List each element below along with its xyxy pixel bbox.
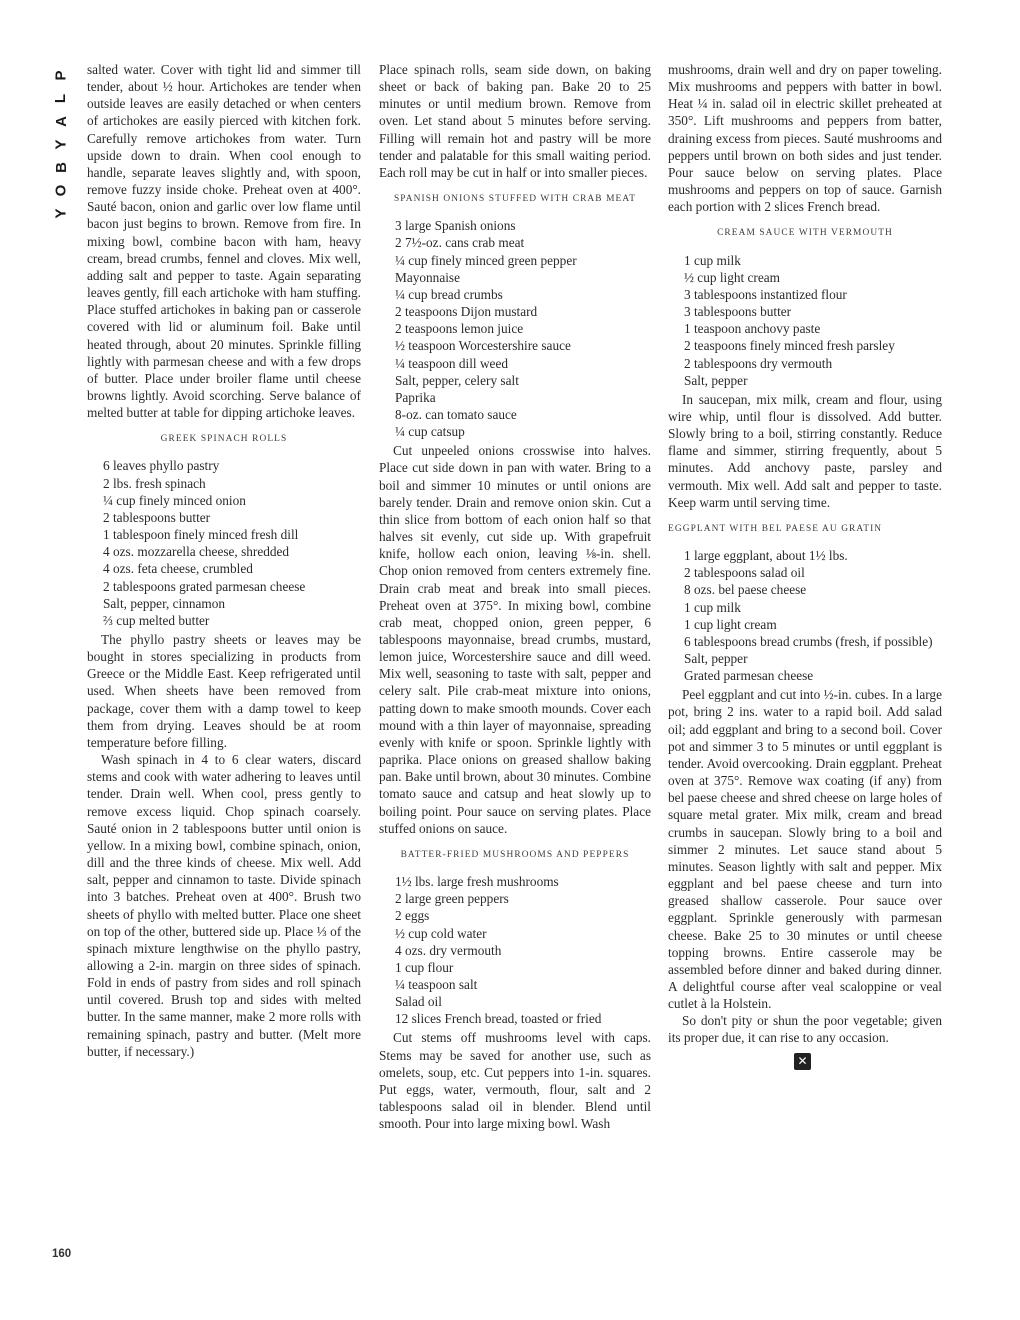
recipe-title-cream-sauce: CREAM SAUCE WITH VERMOUTH bbox=[717, 228, 893, 239]
ingredient-item: 6 leaves phyllo pastry bbox=[103, 458, 220, 474]
recipe-title-eggplant: EGGPLANT WITH BEL PAESE AU GRATIN bbox=[668, 523, 883, 534]
ingredient-item: 4 ozs. feta cheese, crumbled bbox=[103, 561, 253, 577]
masthead-letter: P bbox=[52, 70, 70, 81]
ingredient-item: ½ teaspoon Worcestershire sauce bbox=[395, 338, 571, 354]
ingredient-list bbox=[87, 457, 361, 629]
paragraph-onion-method: Cut unpeeled onions crosswise into halves. Place cut side down in pan with water. Bring to a boil and simmer 10 minutes or until onions are barely tender. Drain and remove onion skin. Cut a thin slice from bottom of each onion half so that halves sit evenly, cut side up. With grapefruit knife, hollow each onion, leaving ⅛-in. shell. Chop onion removed from centers extremely fine. Drain crab meat and break into small pieces. Preheat oven at 375°. In mixing bowl, combine crab meat, chopped onion, green pepper, 6 tablespoons mayonnaise, bread crumbs, mustard, lemon juice, Worcestershire sauce and dill weed. Mix well, seasoning to taste with salt, pepper and celery salt. Pile crab-meat mixture into onions, patting down to make smooth mounds. Cover each mound with a thin layer of mayonnaise, spreading evenly with knife or spoon. Sprinkle lightly with paprika. Place onions on greased shallow baking pan. Bake until brown, about 30 minutes. Combine tomato sauce and catsup and heat slowly up to boiling point. Pour sauce on serving plates. Place stuffed onions on sauce. bbox=[379, 443, 651, 836]
ingredient-item: Salad oil bbox=[395, 994, 442, 1010]
ingredient-item: ½ cup cold water bbox=[395, 925, 487, 941]
ingredient-item: 2 tablespoons dry vermouth bbox=[684, 355, 833, 371]
recipe-title-greek-spinach-rolls: GREEK SPINACH ROLLS bbox=[160, 434, 288, 445]
ingredient-item: 1 cup milk bbox=[684, 252, 741, 268]
ingredient-item: Grated parmesan cheese bbox=[684, 668, 814, 684]
ingredient-item: 2 large green peppers bbox=[395, 891, 509, 907]
ingredient-item: Paprika bbox=[395, 389, 436, 405]
masthead-letter: Y bbox=[52, 139, 70, 150]
masthead-playboy bbox=[51, 64, 71, 225]
ingredient-item: 2 teaspoons lemon juice bbox=[395, 321, 524, 337]
ingredient-item: 2 teaspoons Dijon mustard bbox=[395, 304, 538, 320]
ingredient-item: 4 ozs. dry vermouth bbox=[395, 942, 502, 958]
ingredient-item: 3 large Spanish onions bbox=[395, 218, 516, 234]
ingredient-item: ¼ teaspoon dill weed bbox=[395, 355, 508, 371]
ingredient-item: 2 eggs bbox=[395, 908, 430, 924]
ingredient-item: 2 teaspoons finely minced fresh parsley bbox=[684, 338, 895, 354]
ingredient-item: Salt, pepper, cinnamon bbox=[103, 595, 226, 611]
recipe-title-batter-fried-mushrooms: BATTER-FRIED MUSHROOMS AND PEPPERS bbox=[400, 849, 630, 860]
recipe-title-spanish-onions: SPANISH ONIONS STUFFED WITH CRAB MEAT bbox=[393, 194, 637, 205]
ingredient-item: 3 tablespoons butter bbox=[684, 304, 792, 320]
ingredient-item: ⅔ cup melted butter bbox=[103, 612, 210, 628]
column-2 bbox=[379, 61, 651, 1132]
ingredient-item: 1 large eggplant, about 1½ lbs. bbox=[684, 548, 848, 564]
ingredient-list bbox=[379, 217, 651, 440]
ingredient-item: ¼ cup finely minced green pepper bbox=[395, 252, 577, 268]
ingredient-item: 1 tablespoon finely minced fresh dill bbox=[103, 527, 299, 543]
paragraph-eggplant-method: Peel eggplant and cut into ½-in. cubes. In a large pot, bring 2 ins. water to a rapid boil. Add salad oil; add eggplant and bring to a second boil. Cover pot and simmer 3 to 5 minutes or until eggplant is tender. Avoid overcooking. Drain eggplant. Preheat oven at 375°. Remove wax coating (if any) from bel paese cheese and shred cheese on large holes of square metal grater. Mix milk, cream and bread crumbs in saucepan. Slowly bring to a boil and simmer 2 minutes. Let sauce stand about 5 minutes. Season lightly with salt and pepper. Mix eggplant and bel paese cheese and turn into greased shallow casserole. Pour sauce over eggplant. Sprinkle generously with parmesan cheese. Bake 25 to 30 minutes or until cheese topping browns. Entire casserole may be assembled before dinner and baked during dinner. A delightful course after veal scaloppine or veal cutlet à la Holstein. bbox=[668, 687, 942, 1012]
ingredient-item: 8-oz. can tomato sauce bbox=[395, 406, 517, 422]
ingredient-item: 2 lbs. fresh spinach bbox=[103, 475, 206, 491]
page-number: 160 bbox=[52, 1248, 72, 1260]
ingredient-item: 1½ lbs. large fresh mushrooms bbox=[395, 874, 559, 890]
paragraph-closing: So don't pity or shun the poor vegetable; given its proper due, it can rise to any occasion. bbox=[668, 1013, 942, 1046]
masthead-letter: Y bbox=[52, 208, 70, 219]
ingredient-item: 1 cup flour bbox=[395, 959, 454, 975]
paragraph-spinach-method: Wash spinach in 4 to 6 clear waters, discard stems and cook with water adhering to leaves until tender. Drain well. When cool, press gently to remove excess liquid. Chop spinach coarsely. Sauté onion in 2 tablespoons butter until onion is yellow. In a mixing bowl, combine spinach, onion, dill and the three kinds of cheese. Mix well. Add salt, pepper and cinnamon to taste. Divide spinach into 3 batches. Preheat oven at 400°. Brush two sheets of phyllo with melted butter. Place one sheet on top of the other, buttered side up. Place ⅓ of the spinach mixture lengthwise on the phyllo pastry, allowing a 2-in. margin on three sides of spinach. Fold in ends of pastry from sides and roll spinach until covered. Brush top and sides with melted butter. In the same manner, make 2 more rolls with remaining spinach, pastry and butter. (Melt more butter, if necessary.) bbox=[87, 752, 361, 1059]
ingredient-list bbox=[668, 547, 942, 684]
ingredient-item: 3 tablespoons instantized flour bbox=[684, 286, 847, 302]
ingredient-item: Salt, pepper bbox=[684, 372, 748, 388]
ingredient-item: 2 tablespoons grated parmesan cheese bbox=[103, 578, 306, 594]
paragraph-mushroom-method: Cut stems off mushrooms level with caps. Stems may be saved for another use, such as omelets, soup, etc. Cut peppers into 1-in. squares. Put eggs, water, vermouth, flour, salt and 2 tablespoons salad oil in blender. Blend until smooth. Pour into large mixing bowl. Wash bbox=[379, 1030, 651, 1132]
ingredient-item: ¼ teaspoon salt bbox=[395, 976, 478, 992]
paragraph-artichoke-method: salted water. Cover with tight lid and simmer till tender, about ½ hour. Artichokes are tender when outside leaves are easily detached or when centers of artichokes are easily pierced with kitchen fork. Carefully remove artichokes from water. Turn upside down to drain. When cool enough to handle, separate leaves slightly and, with spoon, remove fuzzy inside choke. Preheat oven at 400°. Sauté bacon, onion and garlic over low flame until bacon just begins to brown. Remove from fire. In mixing bowl, combine bacon with ham, heavy cream, bread crumbs, fennel and cloves. Mix well, adding salt and pepper to taste. Again separating leaves gently, fill each artichoke with ham stuffing. Place stuffed artichokes in baking pan or casserole covered with lid or aluminum foil. Bake until heated through, about 20 minutes. Sprinkle filling lightly with parmesan cheese and with a few drops of butter. Place under broiler flame until cheese browns lightly. Avoid scorching. Serve balance of melted butter at table for dipping artichoke leaves. bbox=[87, 62, 361, 421]
ingredient-item: Salt, pepper bbox=[684, 651, 748, 666]
ingredient-list bbox=[668, 252, 942, 389]
ingredient-item: 2 tablespoons butter bbox=[103, 509, 211, 525]
end-mark-rabbit-icon: ✕ bbox=[794, 1053, 811, 1070]
ingredient-item: ¼ cup catsup bbox=[395, 424, 465, 440]
ingredient-item: 4 ozs. mozzarella cheese, shredded bbox=[103, 544, 290, 560]
ingredient-item: Mayonnaise bbox=[395, 269, 460, 285]
column-1 bbox=[87, 61, 361, 1060]
ingredient-item: ¼ cup finely minced onion bbox=[103, 492, 246, 508]
paragraph-sauce-method: In saucepan, mix milk, cream and flour, using wire whip, until flour is dissolved. Add butter. Slowly bring to a boil, stirring constantly. Reduce flame and simmer, stirring frequently, about 5 minutes. Add anchovy paste, parsley and vermouth. Mix well. Add salt and pepper to taste. Keep warm until serving time. bbox=[668, 391, 942, 510]
ingredient-item: 6 tablespoons bread crumbs (fresh, if possible) bbox=[684, 633, 933, 649]
ingredient-item: 2 7½-oz. cans crab meat bbox=[395, 235, 525, 251]
ingredient-item: 8 ozs. bel paese cheese bbox=[684, 582, 807, 598]
ingredient-item: 1 cup milk bbox=[684, 599, 741, 615]
paragraph-spinach-bake: Place spinach rolls, seam side down, on baking sheet or back of baking pan. Bake 20 to 25 minutes or until medium brown. Remove from oven. Let stand about 5 minutes before serving. Filling will remain hot and pastry will be more tender and palatable for this small waiting period. Each roll may be cut in half or into smaller pieces. bbox=[379, 62, 651, 180]
ingredient-item: ½ cup light cream bbox=[684, 269, 780, 285]
ingredient-item: 1 cup light cream bbox=[684, 616, 777, 632]
masthead-letter: O bbox=[52, 184, 70, 197]
ingredient-item: 12 slices French bread, toasted or fried bbox=[395, 1011, 602, 1027]
ingredient-item: 1 teaspoon anchovy paste bbox=[684, 321, 821, 337]
ingredient-item: ¼ cup bread crumbs bbox=[395, 286, 503, 302]
masthead-letter: L bbox=[52, 93, 70, 104]
ingredient-item: 2 tablespoons salad oil bbox=[684, 565, 805, 581]
masthead-letter: B bbox=[52, 162, 70, 173]
ingredient-item: Salt, pepper, celery salt bbox=[395, 372, 519, 388]
ingredient-list bbox=[379, 873, 651, 1027]
paragraph-phyllo-note: The phyllo pastry sheets or leaves may be bought in stores specializing in products from Greece or the Middle East. Keep refrigerated until used. When sheets have been removed from package, cover them with a damp towel to keep them from drying. Leaves should be at room temperature before filling. bbox=[87, 632, 361, 750]
paragraph-mushroom-method-cont: mushrooms, drain well and dry on paper toweling. Mix mushrooms and peppers with batter in bowl. Heat ¼ in. salad oil in electric skillet preheated at 350°. Lift mushrooms and peppers from batter, draining excess from pieces. Sauté mushrooms and peppers until brown on both sides and just tender. Pour sauce below on serving plates. Place mushrooms and peppers on top of sauce. Garnish each portion with 2 slices French bread. bbox=[668, 62, 942, 215]
column-3 bbox=[668, 61, 942, 1070]
masthead-letter: A bbox=[52, 116, 70, 127]
